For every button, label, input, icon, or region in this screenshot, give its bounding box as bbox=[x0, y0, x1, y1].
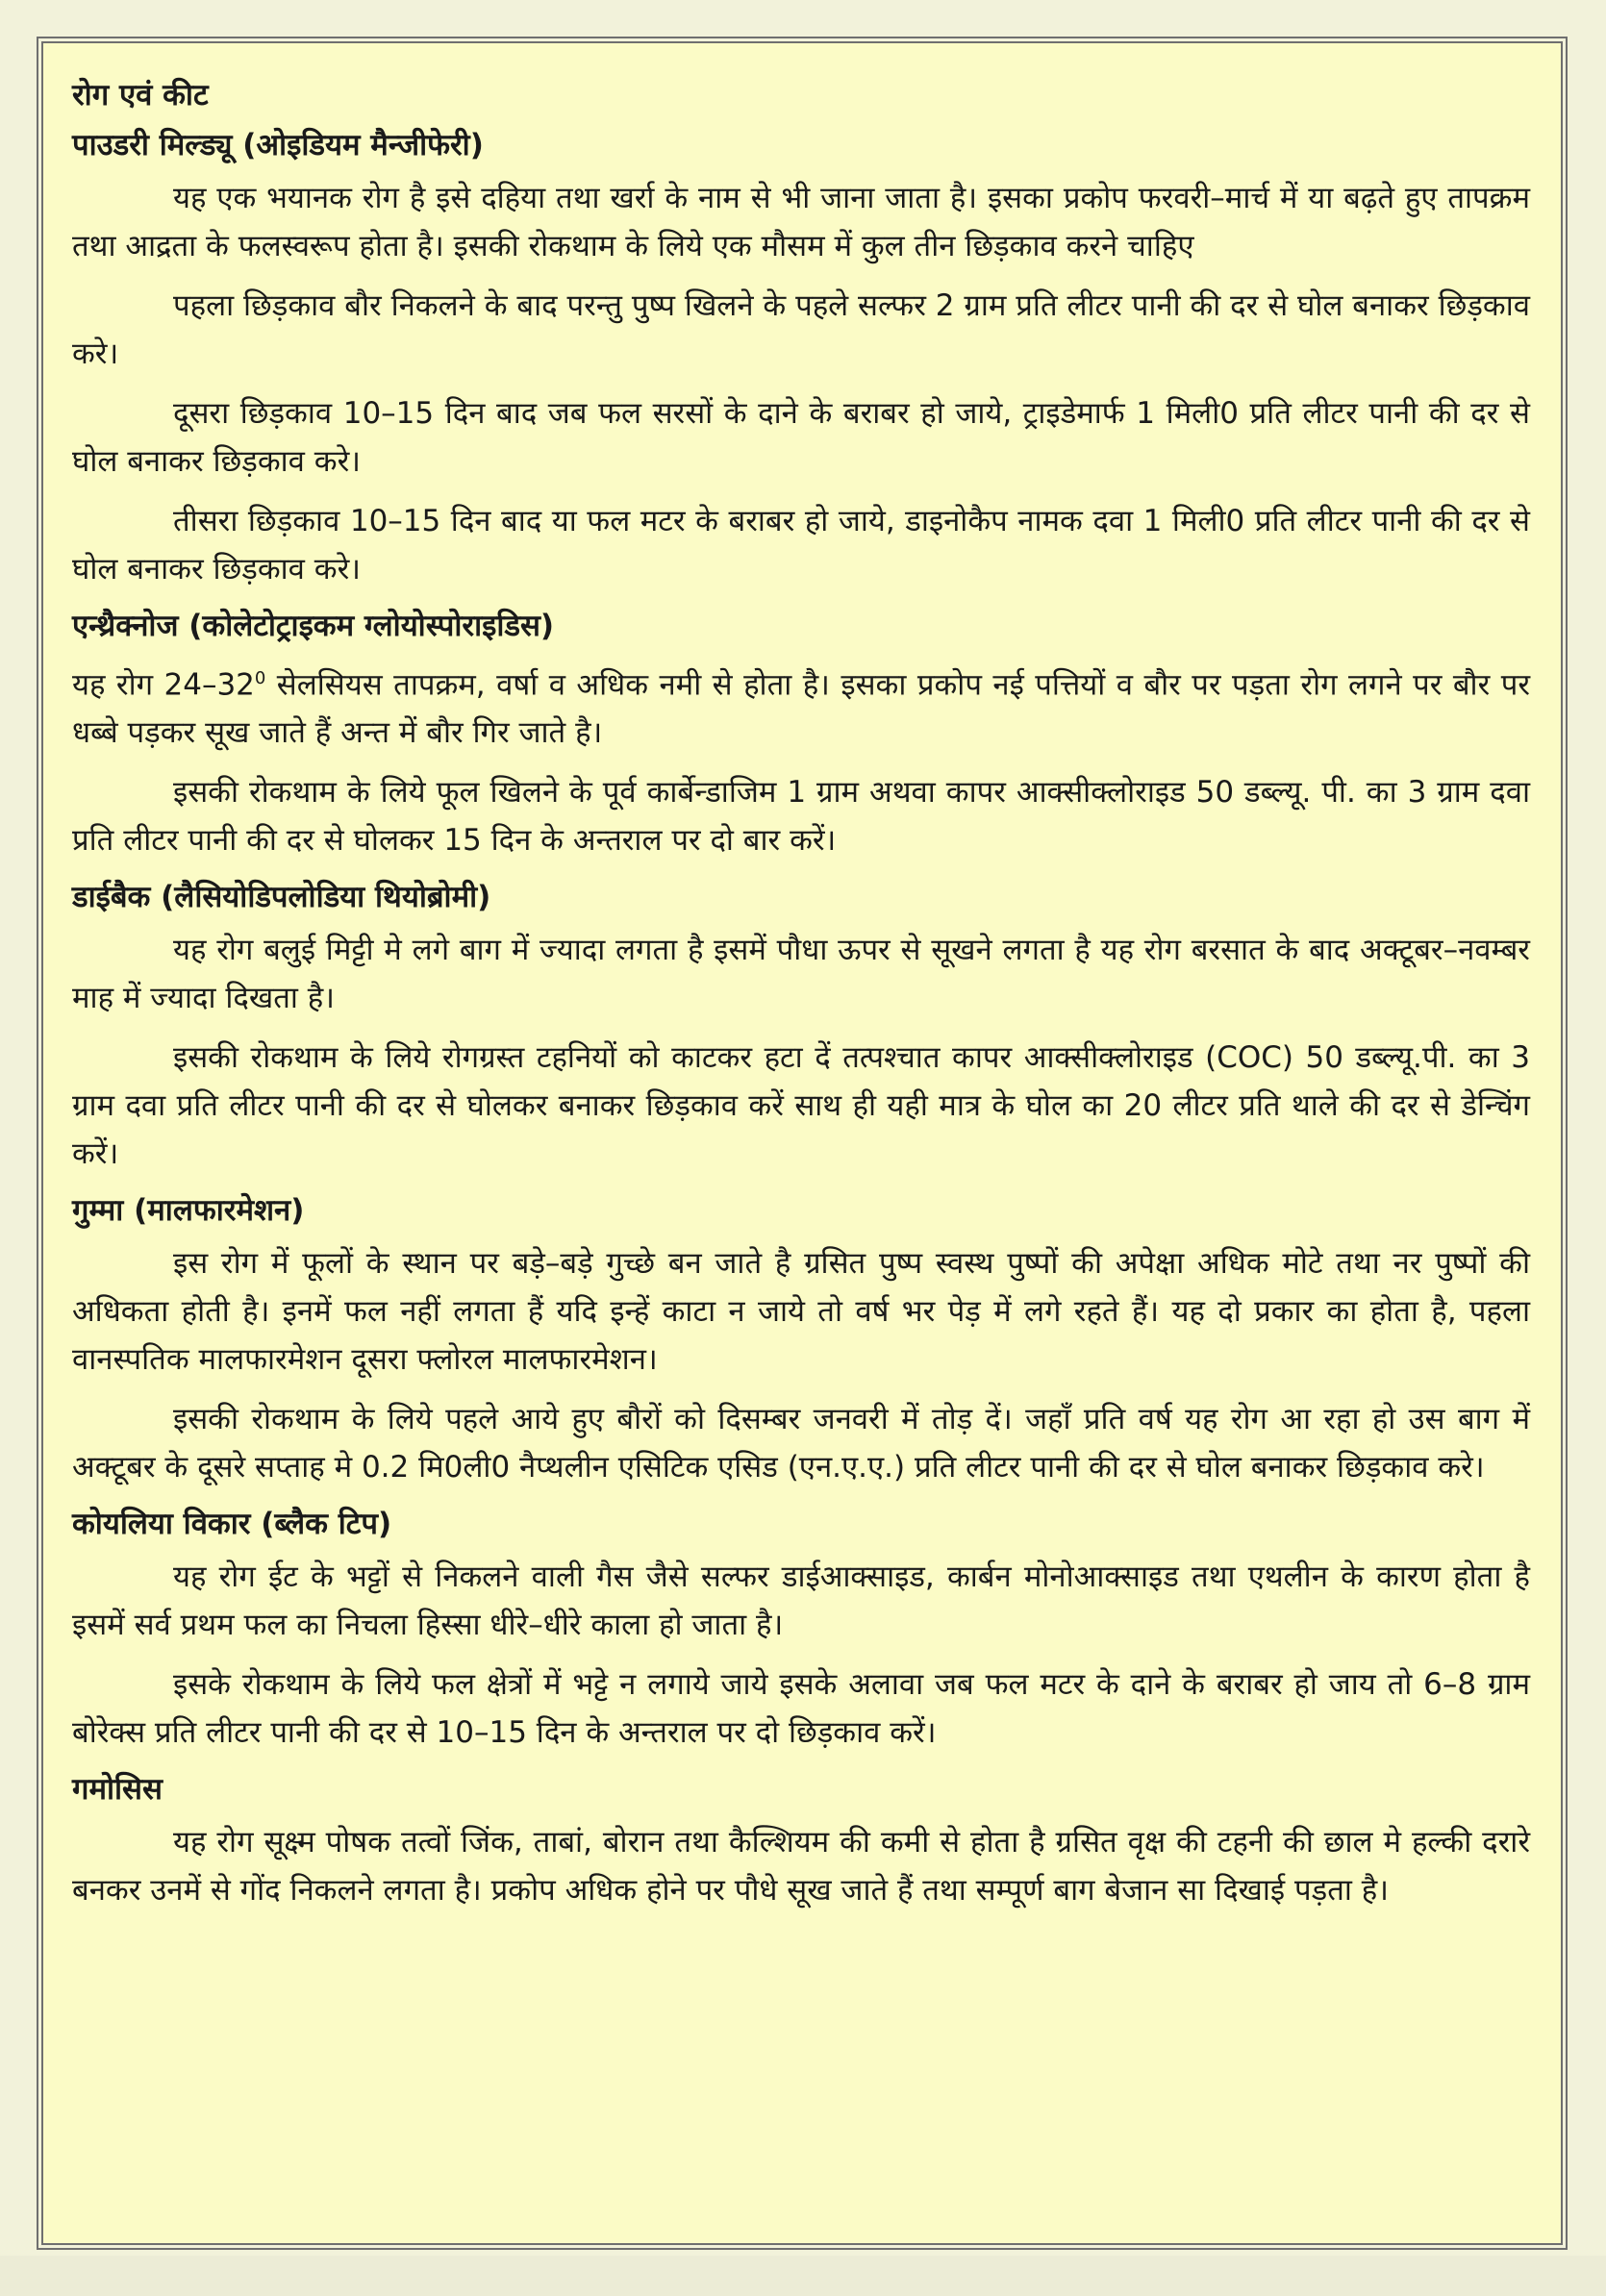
section-malformation bbox=[72, 1189, 1530, 1491]
section-title: गुम्मा (मालफारमेशन) bbox=[72, 1193, 305, 1229]
section-dieback bbox=[72, 876, 1530, 1178]
paragraph: इसके रोकथाम के लिये फल क्षेत्रों में भट्टे न लगाये जाये इसके अलावा जब फल मटर के दाने के बराबर हो जाय तो 6–8 ग्राम बोरेक्स प्रति लीटर पानी की दर से 10–15 दिन के अन्तराल पर दो छिड़काव करें। bbox=[72, 1667, 1530, 1751]
paragraph: यह एक भयानक रोग है इसे दहिया तथा खर्रा के नाम से भी जाना जाता है। इसका प्रकोप फरवरी–मार्च में या बढ़ते हुए तापक्रम तथा आद्रता के फलस्वरूप होता है। इसकी रोकथाम के लिये एक मौसम में कुल तीन छिड़काव करने चाहिए bbox=[72, 181, 1530, 263]
paragraph: यह रोग ईट के भट्टों से निकलने वाली गैस जैसे सल्फर डाईआक्साइड, कार्बन मोनोआक्साइड तथा एथलीन के कारण होता है इसमें सर्व प्रथम फल का निचला हिस्सा धीरे–धीरे काला हो जाता है। bbox=[72, 1560, 1530, 1643]
paragraph: इसकी रोकथाम के लिये पहले आये हुए बौरों को दिसम्बर जनवरी में तोड़ दें। जहाँ प्रति वर्ष यह रोग आ रहा हो उस बाग में अक्टूबर के दूसरे सप्ताह मे 0.2 मि0ली0 नैप्थलीन एसिटिक एसिड (एन.ए.ए.) प्रति लीटर पानी की दर से घोल बनाकर छिड़काव करे। bbox=[72, 1402, 1530, 1485]
section-title: एन्थ्रैक्नोज (कोलेटोट्राइकम ग्लोयोस्पोराइडिस) bbox=[72, 609, 555, 643]
section-title: गमोसिस bbox=[72, 1772, 163, 1808]
section-black-tip bbox=[72, 1503, 1530, 1757]
paragraph: पहला छिड़काव बौर निकलने के बाद परन्तु पुष्प खिलने के पहले सल्फर 2 ग्राम प्रति लीटर पानी की दर से घोल बनाकर छिड़काव करे। bbox=[72, 288, 1530, 371]
paragraph: इसकी रोकथाम के लिये फूल खिलने के पूर्व कार्बेन्डाजिम 1 ग्राम अथवा कापर आक्सीक्लोराइड 50 डब्ल्यू. पी. का 3 ग्राम दवा प्रति लीटर पानी की दर से घोलकर 15 दिन के अन्तराल पर दो बार करें। bbox=[72, 775, 1530, 859]
paragraph bbox=[72, 655, 1530, 757]
degree-superscript: 0 bbox=[254, 668, 266, 688]
page-frame bbox=[37, 37, 1568, 2250]
paragraph: दूसरा छिड़काव 10–15 दिन बाद जब फल सरसों के दाने के बराबर हो जाये, ट्राइडेमार्फ 1 मिली0 प्रति लीटर पानी की दर से घोल बनाकर छिड़काव करे। bbox=[72, 396, 1530, 479]
section-title: कोयलिया विकार (ब्लैक टिप) bbox=[72, 1507, 392, 1542]
document-body bbox=[41, 41, 1563, 2245]
paragraph: यह रोग सूक्ष्म पोषक तत्वों जिंक, ताबां, बोरान तथा कैल्शियम की कमी से होता है ग्रसित वृक्ष की टहनी की छाल मे हल्की दरारे बनकर उनमें से गोंद निकलने लगता है। प्रकोप अधिक होने पर पौधे सूख जाते हैं तथा सम्पूर्ण बाग बेजान सा दिखाई पड़ता है। bbox=[72, 1825, 1530, 1909]
paragraph-text: यह रोग 24–32 bbox=[72, 667, 255, 703]
section-anthracnose bbox=[72, 605, 1530, 864]
page-bottom-margin bbox=[0, 2256, 1606, 2296]
paragraph: इस रोग में फूलों के स्थान पर बड़े–बड़े गुच्छे बन जाते है ग्रसित पुष्प स्वस्थ पुष्पों की अपेक्षा अधिक मोटे तथा नर पुष्पों की अधिकता होती है। इनमें फल नहीं लगता हैं यदि इन्हें काटा न जाये तो वर्ष भर पेड़ में लगे रहते हैं। यह दो प्रकार का होता है, पहला वानस्पतिक मालफारमेशन दूसरा फ्लोरल मालफारमेशन। bbox=[72, 1246, 1530, 1378]
paragraph-text: सेलसियस तापक्रम, वर्षा व अधिक नमी से होता है। इसका प्रकोप नई पत्तियों व बौर पर पड़ता रोग लगने पर बौर पर धब्बे पड़कर सूख जाते हैं अन्त में बौर गिर जाते है। bbox=[72, 667, 1531, 751]
document-heading: रोग एवं कीट bbox=[72, 78, 209, 112]
section-title: डाईबैक (लैसियोडिपलोडिया थियोब्रोमी) bbox=[72, 880, 491, 915]
section-powdery-mildew bbox=[72, 124, 1530, 593]
section-gummosis bbox=[72, 1768, 1530, 1914]
paragraph: तीसरा छिड़काव 10–15 दिन बाद या फल मटर के बराबर हो जाये, डाइनोकैप नामक दवा 1 मिली0 प्रति लीटर पानी की दर से घोल बनाकर छिड़काव करे। bbox=[72, 504, 1530, 586]
section-title: पाउडरी मिल्ड्यू (ओइडियम मैन्जीफेरी) bbox=[72, 128, 484, 162]
paragraph: इसकी रोकथाम के लिये रोगग्रस्त टहनियों को काटकर हटा दें तत्पश्चात कापर आक्सीक्लोराइड (COC) 50 डब्ल्यू.पी. का 3 ग्राम दवा प्रति लीटर पानी की दर से घोलकर बनाकर छिड़काव करें साथ ही यही मात्र के घोल का 20 लीटर प्रति थाले की दर से डेन्चिंग करें। bbox=[72, 1040, 1530, 1172]
paragraph: यह रोग बलुई मिट्टी मे लगे बाग में ज्यादा लगता है इसमें पौधा ऊपर से सूखने लगता है यह रोग बरसात के बाद अक्टूबर–नवम्बर माह में ज्यादा दिखता है। bbox=[72, 933, 1530, 1016]
